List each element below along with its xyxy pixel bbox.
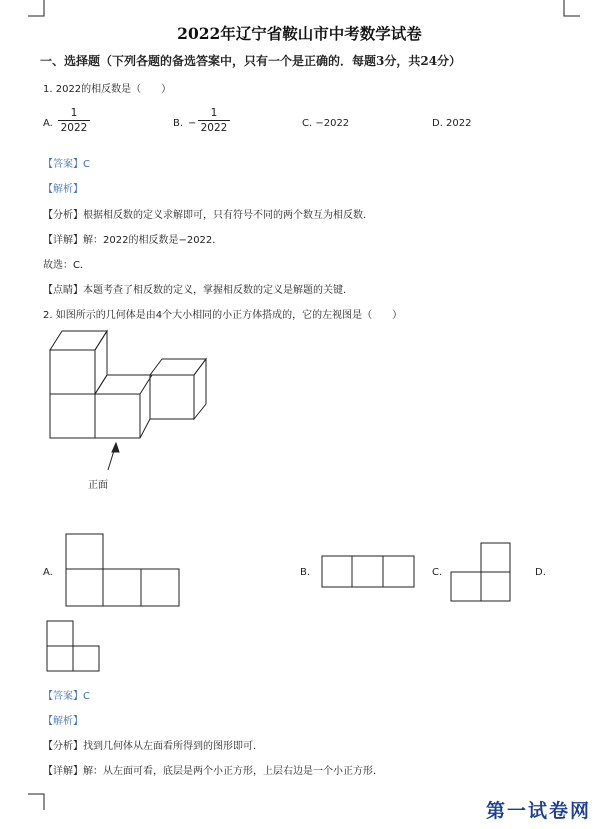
q1-option-a-label: A.	[43, 118, 53, 129]
q2-front-label: 正面	[88, 480, 108, 491]
section-heading: 一、选择题（下列各题的备选答案中，只有一个是正确的．每题3分，共24分）	[40, 54, 462, 68]
q1-xiangjie: 【详解】解：2022的相反数是−2022．	[43, 235, 223, 246]
q1-option-b-label: B.	[173, 118, 184, 129]
watermark-logo[interactable]: 第一试卷网	[485, 800, 591, 822]
q1-conclusion: 故选：C．	[43, 260, 90, 271]
page-title: 2022年辽宁省鞍山市中考数学试卷	[177, 24, 422, 43]
q1-analysis-heading: 【解析】	[43, 184, 83, 195]
q1-option-a-denominator: 2022	[60, 122, 88, 134]
q1-option-b-sign: −	[188, 118, 197, 129]
q1-answer: 【答案】C	[43, 159, 90, 170]
q2-option-c-label: C.	[432, 567, 443, 578]
q2-option-b-label: B.	[300, 567, 311, 578]
q2-stem: 2. 如图所示的几何体是由4个大小相同的小正方体搭成的，它的左视图是（ ）	[43, 310, 403, 321]
q2-option-d-label: D.	[535, 567, 546, 578]
q1-option-a-numerator: 1	[58, 106, 90, 121]
q1-option-b-denominator: 2022	[200, 122, 228, 134]
q2-answer: 【答案】C	[43, 691, 90, 702]
q1-dianjing: 【点睛】本题考查了相反数的定义，掌握相反数的定义是解题的关键．	[43, 285, 353, 296]
q1-stem: 1. 2022的相反数是（ ）	[43, 84, 172, 95]
q1-fenxi: 【分析】根据相反数的定义求解即可，只有符号不同的两个数互为相反数．	[43, 210, 373, 221]
q2-fenxi: 【分析】找到几何体从左面看所得到的图形即可．	[43, 741, 263, 752]
q2-xiangjie: 【详解】解：从左面可看，底层是两个小正方形，上层右边是一个小正方形．	[43, 766, 383, 777]
q2-analysis-heading: 【解析】	[43, 716, 83, 727]
q1-option-d: D. 2022	[432, 118, 472, 129]
q2-option-a-label: A.	[43, 567, 53, 578]
q1-option-b-numerator: 1	[198, 106, 230, 121]
q1-option-c: C. −2022	[302, 118, 350, 129]
